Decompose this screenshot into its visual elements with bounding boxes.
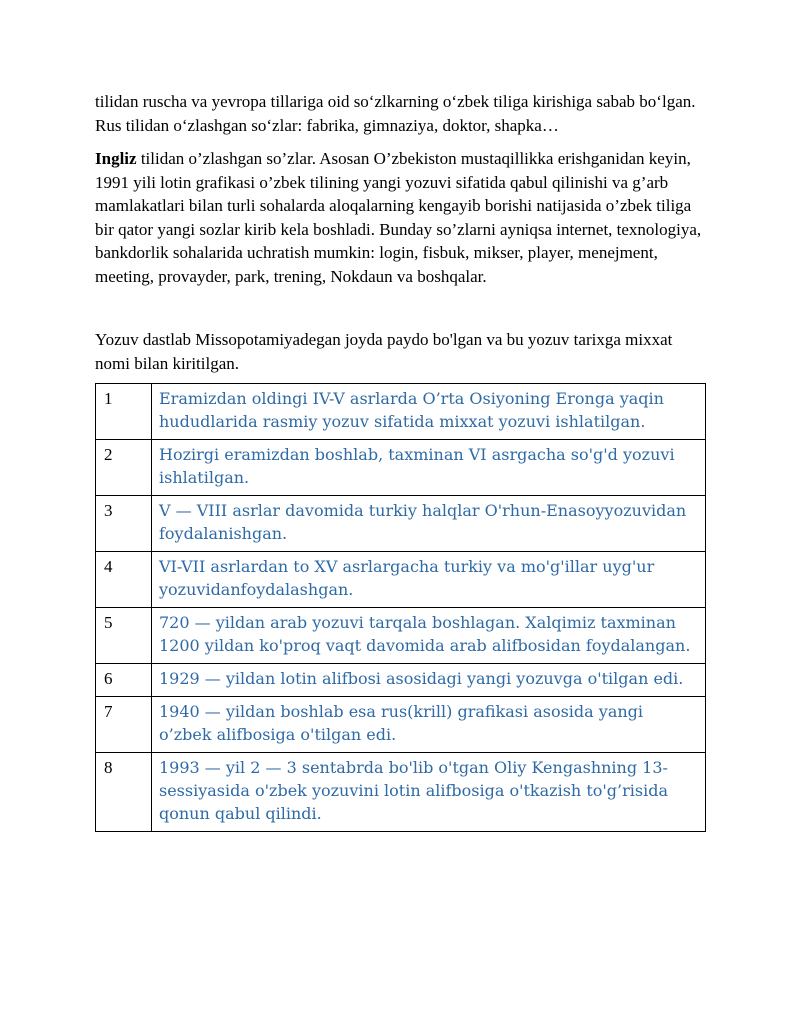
row-number: 6 xyxy=(96,664,152,697)
table-row xyxy=(96,552,706,608)
row-number: 4 xyxy=(96,552,152,608)
table-row xyxy=(96,384,706,440)
paragraph-english-loanwords xyxy=(95,147,707,288)
row-text: Eramizdan oldingi IV-V asrlarda O’rta Osiyoning Eronga yaqin hududlarida rasmiy yozuv sifatida mixxat yozuvi ishlatilgan. xyxy=(152,384,706,440)
row-text: Hozirgi eramizdan boshlab, taxminan VI asrgacha so'g'd yozuvi ishlatilgan. xyxy=(152,440,706,496)
document-page xyxy=(95,90,707,832)
table-row xyxy=(96,664,706,697)
row-number: 5 xyxy=(96,608,152,664)
row-text: 1929 — yildan lotin alifbosi asosidagi yangi yozuvga o'tilgan edi. xyxy=(152,664,706,697)
table-row xyxy=(96,440,706,496)
table-row xyxy=(96,697,706,753)
row-number: 7 xyxy=(96,697,152,753)
paragraph-russian-loanwords: tilidan ruscha va yevropa tillariga oid so‘zlkarning o‘zbek tiliga kirishiga sabab bo‘lgan. Rus tilidan o‘zlashgan so‘zlar: fabrika, gimnaziya, doktor, shapka… xyxy=(95,92,696,135)
row-text: VI-VII asrlardan to XV asrlargacha turkiy va mo'g'illar uyg'ur yozuvidanfoydalashgan. xyxy=(152,552,706,608)
row-number: 3 xyxy=(96,496,152,552)
table-row xyxy=(96,753,706,832)
row-text: 1993 — yil 2 — 3 sentabrda bo'lib o'tgan Oliy Kengashning 13-sessiyasida o'zbek yozuvini lotin alifbosiga o'tkazish to'g’risida qonun qabul qilindi. xyxy=(152,753,706,832)
bold-term-ingliz: Ingliz xyxy=(95,149,137,168)
paragraph-writing-origin: Yozuv dastlab Missopotamiyadegan joyda paydo bo'lgan va bu yozuv tarixga mixxat nomi bilan kiritilgan. xyxy=(95,330,673,373)
row-number: 8 xyxy=(96,753,152,832)
paragraph-english-text: tilidan o’zlashgan so’zlar. Asosan O’zbekiston mustaqillikka erishganidan keyin, 1991 yili lotin grafikasi o’zbek tilining yangi yozuvi sifatida qabul qilinishi va g’arb mamlakatlari bilan turli sohalarda aloqalarning kengayib borishi natijasida o’zbek tiliga bir qator yangi sozlar kirib kela boshladi. Bunday so’zlarni ayniqsa internet, texnologiya, bankdorlik sohalarida uchratish mumkin: login, fisbuk, mikser, player, menejment, meeting, provayder, park, trening, Nokdaun va boshqalar. xyxy=(95,149,702,286)
row-number: 2 xyxy=(96,440,152,496)
row-text: 1940 — yildan boshlab esa rus(krill) grafikasi asosida yangi o’zbek alifbosiga o'tilgan edi. xyxy=(152,697,706,753)
writing-history-table xyxy=(95,383,706,832)
row-number: 1 xyxy=(96,384,152,440)
table-row xyxy=(96,608,706,664)
row-text: V — VIII asrlar davomida turkiy halqlar O'rhun-Enasoyyozuvidan foydalanishgan. xyxy=(152,496,706,552)
table-row xyxy=(96,496,706,552)
row-text: 720 — yildan arab yozuvi tarqala boshlagan. Xalqimiz taxminan 1200 yildan ko'proq vaqt davomida arab alifbosidan foydalangan. xyxy=(152,608,706,664)
